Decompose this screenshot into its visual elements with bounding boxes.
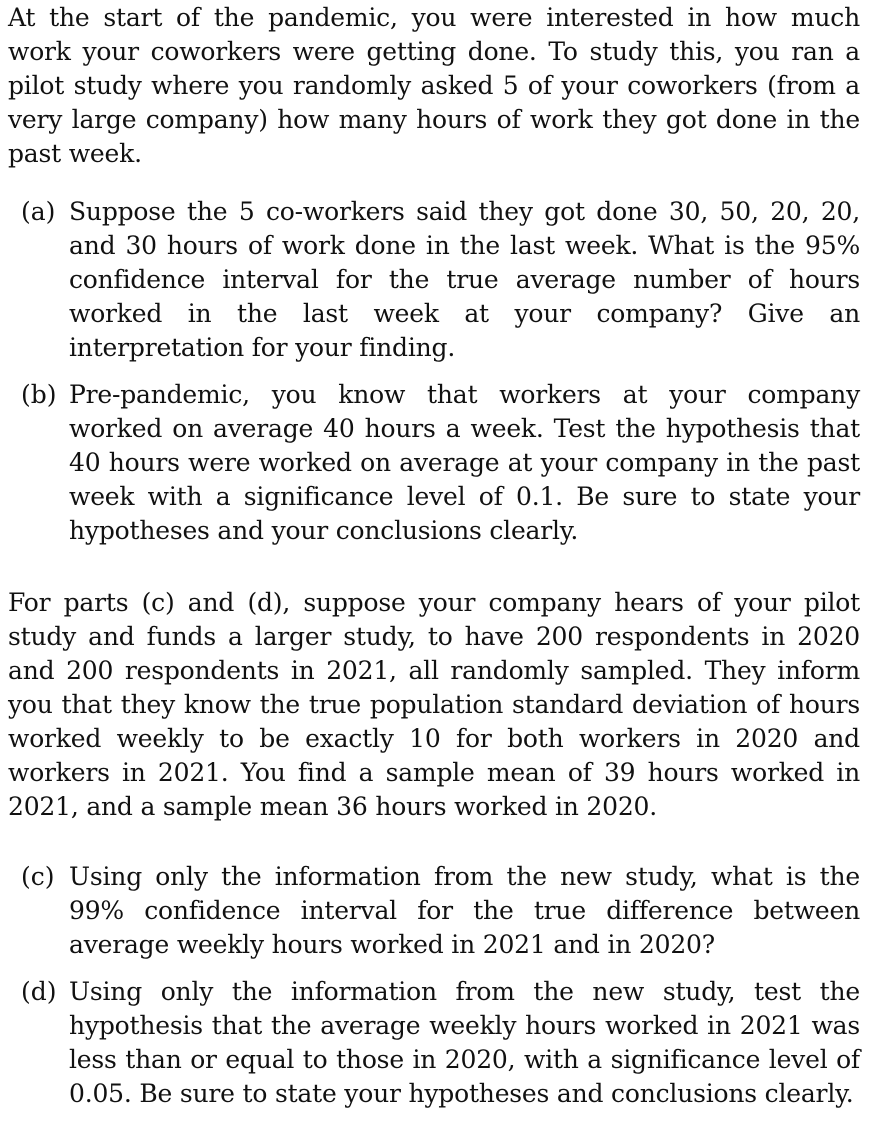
question-a: [8, 195, 860, 365]
question-a-text: Suppose the 5 co-workers said they got done 30, 50, 20, 20, and 30 hours of work done in the last week. What is the 95% confidence interval for the true average number of hours worked in the last week at your company? Give an interpretation for your finding.: [69, 197, 860, 362]
question-a-label: (a): [21, 197, 56, 226]
question-c-label: (c): [21, 862, 55, 891]
intro-paragraph: At the start of the pandemic, you were interested in how much work your coworkers were getting done. To study this, you ran a pilot study where you randomly asked 5 of your coworkers (from a very large company) how many hours of work they got done in the past week.: [8, 3, 860, 168]
question-d-text: Using only the information from the new study, test the hypothesis that the average weekly hours worked in 2021 was less than or equal to those in 2020, with a significance level of 0.05. Be sure to state your hypotheses and conclusions clearly.: [69, 977, 860, 1108]
question-d: [8, 975, 860, 1111]
middle-paragraph: For parts (c) and (d), suppose your company hears of your pilot study and funds a larger study, to have 200 respondents in 2020 and 200 respondents in 2021, all randomly sampled. They inform you that they know the true population standard deviation of hours worked weekly to be exactly 10 for both workers in 2020 and workers in 2021. You find a sample mean of 39 hours worked in 2021, and a sample mean 36 hours worked in 2020.: [8, 588, 860, 821]
question-list-cd: [8, 860, 860, 1111]
question-c-text: Using only the information from the new study, what is the 99% confidence interval for the true difference between average weekly hours worked in 2021 and in 2020?: [69, 862, 860, 959]
question-b-text: Pre-pandemic, you know that workers at your company worked on average 40 hours a week. Test the hypothesis that 40 hours were worked on average at your company in the past week with a significance level of 0.1. Be sure to state your hypotheses and your conclusions clearly.: [69, 380, 860, 545]
question-b: [8, 378, 860, 548]
document-page: [8, 0, 860, 1124]
question-c: [8, 860, 860, 962]
question-d-label: (d): [21, 977, 57, 1006]
question-list-ab: [8, 195, 860, 548]
question-b-label: (b): [21, 380, 57, 409]
